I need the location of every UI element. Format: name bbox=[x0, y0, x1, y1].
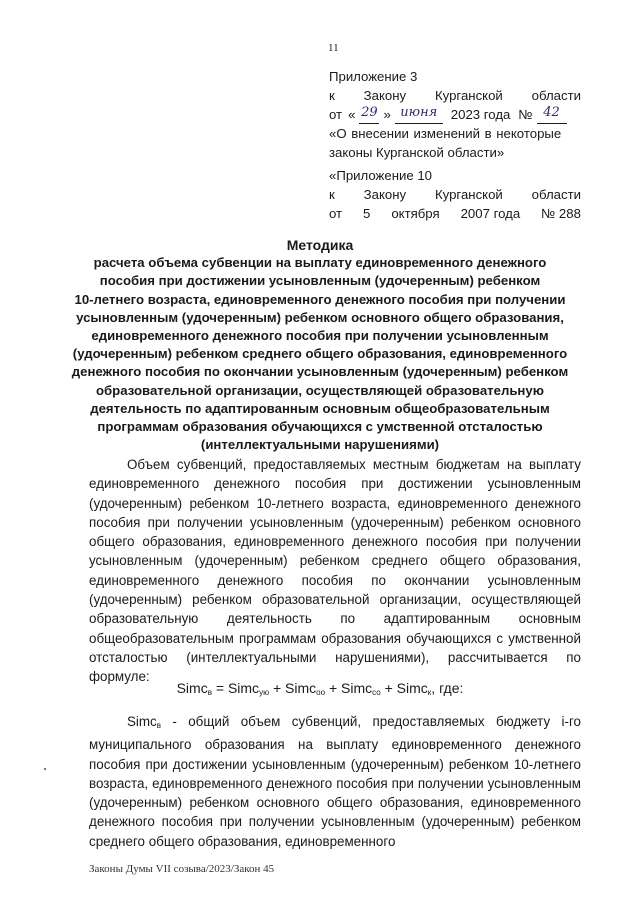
date-ot: от bbox=[329, 206, 343, 221]
appendix-10-date-line bbox=[329, 204, 581, 223]
date-year: 2023 года bbox=[450, 107, 511, 122]
law-number: № 288 bbox=[541, 206, 581, 221]
title-heading: Методика bbox=[286, 237, 354, 253]
appendix-3-header bbox=[329, 67, 581, 162]
paragraph-1-text: Объем субвенций, предоставляемых местным бюджетам на выплату единовременного денежного пособия при достижении усыновленным (удочеренным) ребенком 10-летнего возраста, единовременного денежного пособия при получении усыновленным (удочеренным) ребенком основного общего образования, единовременного денежного пособия при получении усыновленным (удочеренным) ребенком среднего общего образования, единовременного денежного пособия по окончании усыновленным (удочеренным) ребенком образовательной организации, осуществляющей образовательную деятельность по адаптированным основным общеобразовательным программам образования обучающихся с умственной отсталостью (интеллектуальными нарушениями), рассчитывается по формуле: bbox=[89, 457, 581, 685]
title-line: пособия при достижении усыновленным (удочеренным) ребенком bbox=[99, 273, 541, 289]
appendix-10-law-line bbox=[329, 185, 581, 204]
paragraph-2-text: - общий объем субвенций, предоставляемых бюджету i-го муниципального образования на выплату единовременного денежного пособия при достижении усыновленным (удочеренным) ребенком 10-летнего возраста, единовременного денежного пособия при получении усыновленным (удочеренным) ребенком основного общего образования, единовременного денежного пособия при получении усыновленным (удочеренным) ребенком среднего общего образования, единовременного bbox=[89, 714, 581, 849]
title-line: (интеллектуальными нарушениями) bbox=[200, 437, 440, 453]
appendix-3-name-line-1: «О внесении изменений в некоторые bbox=[329, 126, 562, 141]
appendix-10-header bbox=[329, 166, 581, 223]
scan-dot bbox=[44, 768, 46, 770]
title-line: программам образования обучающихся с умственной отсталостью bbox=[97, 419, 543, 435]
appendix-3-title: Приложение 3 bbox=[329, 69, 418, 84]
date-open-quote: « bbox=[348, 107, 356, 122]
formula: Simc$_в$ = Simc$_{ую}$ + Simc$_{оо}$ + Simc$_{со}$ + Simc$_к$, где: bbox=[176, 680, 464, 697]
date-ot: от bbox=[329, 107, 343, 122]
date-day: 5 bbox=[363, 206, 371, 221]
title-line: (удочеренным) ребенком среднего общего образования, единовременного bbox=[72, 346, 568, 362]
law-oblasti: области bbox=[531, 187, 581, 202]
law-k: к bbox=[329, 88, 335, 103]
symbol: Simc bbox=[127, 714, 157, 729]
body-paragraph-1 bbox=[89, 455, 581, 687]
footer-reference: Законы Думы VII созыва/2023/Закон 45 bbox=[89, 863, 275, 875]
body-paragraph-2: Simc$_в$ - общий объем субвенций, предоставляемых бюджету i-го муниципального образования на выплату единовременного денежного пособия при достижении усыновленным (удочеренным) ребенком 10-летнего возраста, единовременного денежного пособия при получении усыновленным (удочеренным) ребенком основного общего образования, единовременного денежного пособия при получении усыновленным (удочеренным) ребенком среднего общего образования, единовременного bbox=[89, 714, 581, 849]
appendix-3-date-line bbox=[329, 105, 581, 124]
law-zakonu: Закону bbox=[363, 187, 407, 202]
title-line: единовременного денежного пособия при получении усыновленным bbox=[91, 328, 549, 344]
law-zakonu: Закону bbox=[363, 88, 407, 103]
appendix-3-name-line-2: законы Курганской области» bbox=[329, 145, 505, 160]
title-line: расчета объема субвенции на выплату единовременного денежного bbox=[93, 255, 547, 271]
date-close-quote: » bbox=[383, 107, 391, 122]
law-kurganskoy: Курганской bbox=[434, 88, 503, 103]
law-oblasti: области bbox=[531, 88, 581, 103]
handwritten-number: 42 bbox=[537, 105, 567, 124]
date-year: 2007 года bbox=[460, 206, 521, 221]
appendix-10-title: «Приложение 10 bbox=[329, 168, 433, 183]
title-line: денежного пособия по окончании усыновленным (удочеренным) ребенком bbox=[71, 364, 569, 380]
number-sign: № bbox=[518, 107, 533, 122]
title-line: деятельность по адаптированным основным общеобразовательным bbox=[90, 400, 550, 416]
title-line: усыновленным (удочеренным) ребенком основного общего образования, bbox=[76, 309, 564, 325]
law-k: к bbox=[329, 187, 335, 202]
date-month: октября bbox=[391, 206, 440, 221]
methodology-title bbox=[60, 236, 580, 454]
law-kurganskoy: Курганской bbox=[434, 187, 503, 202]
handwritten-day: 29 bbox=[359, 105, 379, 124]
handwritten-month: июня bbox=[395, 105, 443, 124]
title-line: образовательной организации, осуществляющей образовательную bbox=[95, 382, 544, 398]
appendix-3-law-line bbox=[329, 86, 581, 105]
page-number: 11 bbox=[328, 42, 339, 54]
title-line: 10-летнего возраста, единовременного денежного пособия при получении bbox=[74, 291, 566, 307]
